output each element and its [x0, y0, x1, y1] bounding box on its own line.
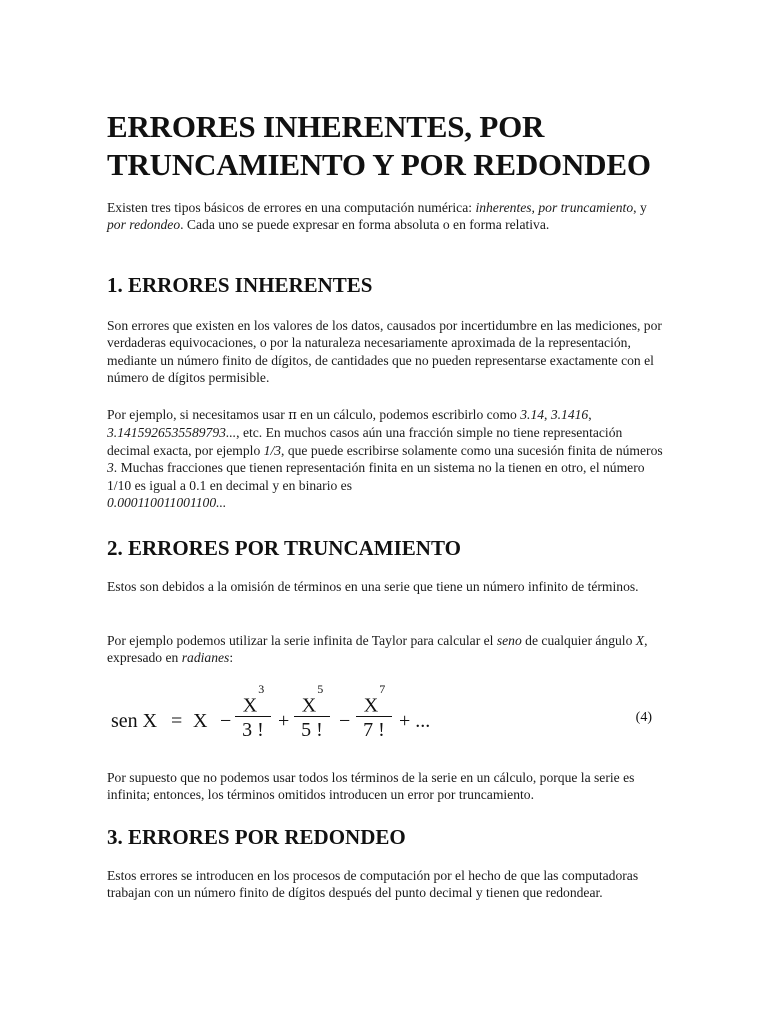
fraction-numerator: [294, 682, 330, 717]
inh2-text-4: ,: [588, 407, 592, 422]
fraction-denominator: 5 !: [301, 719, 323, 741]
intro-italic-1: inherentes, por truncamiento: [475, 200, 634, 215]
truncamiento-paragraph-1: Estos son debidos a la omisión de términos en una serie que tiene un número infinito de términos.: [107, 579, 639, 594]
numerator-exponent: 7: [379, 682, 386, 696]
formula-plus-1: +: [278, 710, 290, 732]
numerator-base: X: [363, 694, 379, 717]
inh2-text-2: en un cálculo, podemos escribirlo como: [296, 407, 521, 422]
formula-fraction-x3: [235, 682, 271, 743]
inh2-text-3: ,: [544, 407, 551, 422]
formula-lhs: sen X: [111, 710, 158, 732]
formula-equals: =: [171, 710, 183, 732]
fraction-numerator: [356, 682, 392, 717]
trunc2-italic-1: seno: [496, 633, 522, 648]
numerator-base: X: [242, 694, 258, 717]
inherentes-paragraph-1: Son errores que existen en los valores de los datos, causados por incertidumbre en las mediciones, por verdaderas equivocaciones, o por la naturaleza necesariamente aproximada de la representación, mediante un número finito de dígitos, de cantidades que no pueden representarse exactamente con el número de dígitos permisible.: [107, 318, 662, 386]
truncamiento-paragraph-3: Por supuesto que no podemos usar todos los términos de la serie en un cálculo, porque la serie es infinita; entonces, los términos omitidos introducen un error por truncamiento.: [107, 770, 635, 803]
trunc2-text-3: , expresado en: [107, 633, 648, 666]
section-heading-inherentes: 1. ERRORES INHERENTES: [107, 273, 373, 297]
fraction-numerator: [235, 682, 271, 717]
intro-text-2: , y: [633, 200, 647, 215]
numerator-exponent: 3: [258, 682, 265, 696]
inh2-italic-5: 3: [107, 460, 114, 476]
inh2-text-5: , etc. En muchos casos aún una fracción simple no tiene representación decimal exacta, por ejemplo: [107, 425, 623, 458]
inh2-italic-2: 3.1416: [550, 407, 589, 422]
inherentes-paragraph-2: [107, 406, 663, 511]
trunc2-italic-2: X: [635, 633, 645, 648]
intro-text-3: . Cada uno se puede expresar en forma absoluta o en forma relativa.: [180, 217, 550, 233]
page-title: ERRORES INHERENTES, POR TRUNCAMIENTO Y POR REDONDEO: [107, 109, 651, 182]
fraction-denominator: 3 !: [242, 719, 264, 741]
taylor-series-formula: [107, 684, 652, 756]
inh2-italic-4: 1/3: [263, 442, 282, 458]
trunc2-text-1: Por ejemplo podemos utilizar la serie infinita de Taylor para calcular el: [107, 633, 497, 648]
numerator-base: X: [301, 694, 317, 717]
intro-paragraph: [107, 199, 663, 234]
inh2-text-1: Por ejemplo, si necesitamos usar: [107, 407, 289, 422]
inh2-italic-6: 0.000110011001100...: [107, 495, 227, 511]
formula-plus-ellipsis: + ...: [399, 710, 431, 732]
intro-italic-2: por redondeo: [107, 217, 181, 233]
formula-fraction-x7: [356, 682, 392, 743]
pi-symbol: π: [288, 408, 297, 423]
intro-text-1: Existen tres tipos básicos de errores en una computación numérica:: [107, 200, 476, 215]
equation-number: (4): [635, 710, 652, 725]
trunc2-text-4: :: [229, 650, 234, 666]
section-heading-redondeo: 3. ERRORES POR REDONDEO: [107, 825, 406, 849]
redondeo-paragraph-1: Estos errores se introducen en los procesos de computación por el hecho de que las computadoras trabajan con un número finito de dígitos después del punto decimal y tienen que redondear.: [107, 868, 639, 901]
inh2-italic-3: 3.1415926535589793...: [107, 425, 237, 441]
trunc2-text-2: de cualquier ángulo: [521, 633, 636, 648]
trunc2-italic-3: radianes: [181, 650, 230, 666]
formula-x: X: [193, 710, 208, 732]
section-heading-truncamiento: 2. ERRORES POR TRUNCAMIENTO: [107, 536, 461, 560]
formula-minus-2: −: [339, 710, 351, 732]
numerator-exponent: 5: [317, 682, 324, 696]
truncamiento-paragraph-2: [107, 632, 663, 667]
formula-minus-1: −: [220, 710, 232, 732]
inh2-text-7: . Muchas fracciones que tienen representación finita en un sistema no la tienen en otro, el número 1/10 es igual a 0.1 en decimal y en binario es: [107, 460, 645, 493]
formula-fraction-x5: [294, 682, 330, 743]
inh2-italic-1: 3.14: [520, 407, 545, 422]
fraction-denominator: 7 !: [363, 719, 385, 741]
inh2-text-6: , que puede escribirse solamente como una sucesión finita de números: [281, 442, 663, 458]
